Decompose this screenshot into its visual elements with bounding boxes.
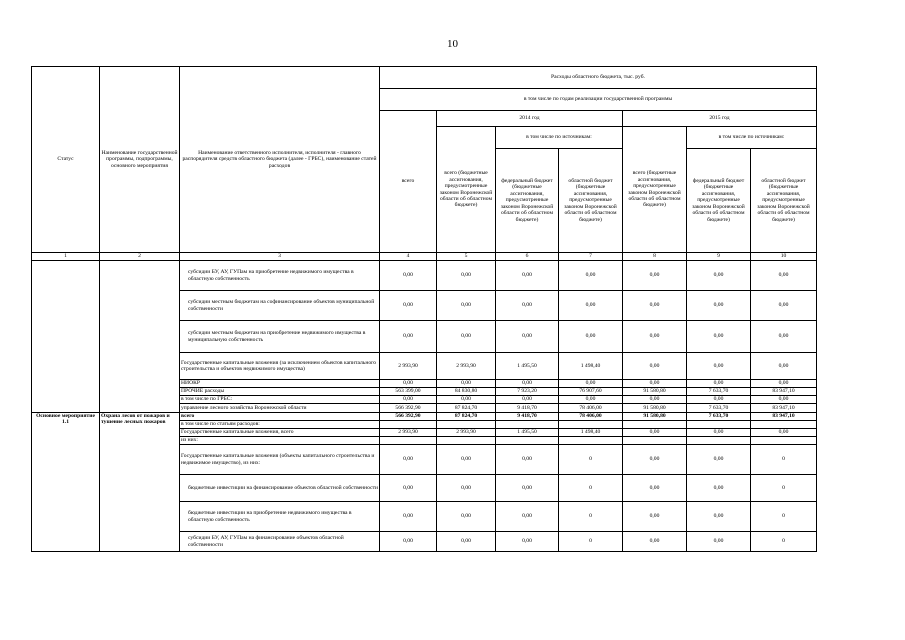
row-label: субсидии местным бюджетам на приобретение недвижимого имущества в муниципальную собственность — [180, 321, 380, 353]
value-cell: 563 399,00 — [380, 388, 437, 396]
value-cell: 0,00 — [623, 291, 687, 321]
status-cell — [32, 261, 100, 413]
value-cell: 76 907,60 — [559, 388, 623, 396]
value-cell: 0,00 — [437, 475, 496, 502]
value-cell: 0,00 — [559, 380, 623, 388]
value-cell: 0,00 — [496, 291, 559, 321]
value-cell: 0,00 — [687, 396, 751, 404]
value-cell: 0,00 — [380, 380, 437, 388]
header-year-2015: 2015 год — [623, 111, 817, 127]
value-cell: 91 580,80 — [623, 404, 687, 413]
column-number: 7 — [559, 253, 623, 261]
value-cell: 7 633,70 — [687, 404, 751, 413]
value-cell: 0 — [751, 445, 817, 475]
value-cell: 91 580,80 — [623, 413, 687, 421]
header-2015-sources: в том числе по источникам: — [687, 127, 817, 149]
value-cell — [623, 421, 687, 429]
value-cell: 0,00 — [496, 396, 559, 404]
value-cell: 2 993,90 — [380, 353, 437, 380]
value-cell: 0,00 — [380, 291, 437, 321]
value-cell: 0,00 — [623, 396, 687, 404]
value-cell: 1 498,40 — [559, 353, 623, 380]
row-label: в том числе по статьям расходов: — [180, 421, 380, 429]
column-number: 6 — [496, 253, 559, 261]
value-cell: 0,00 — [559, 396, 623, 404]
value-cell: 0,00 — [623, 353, 687, 380]
header-2015-regional: областной бюджет (бюджетные ассигнования, предусмотренные законом Воронежской области об областном бюджете) — [751, 149, 817, 253]
row-label: бюджетные инвестиции на приобретение недвижимого имущества в областную собственность — [180, 502, 380, 532]
value-cell: 0,00 — [687, 353, 751, 380]
value-cell: 0,00 — [751, 429, 817, 437]
value-cell: 0,00 — [623, 429, 687, 437]
value-cell: 0,00 — [380, 321, 437, 353]
value-cell: 9 418,70 — [496, 404, 559, 413]
value-cell: 83 947,10 — [751, 388, 817, 396]
value-cell: 0,00 — [751, 353, 817, 380]
budget-table — [31, 66, 817, 552]
value-cell — [559, 421, 623, 429]
value-cell — [751, 421, 817, 429]
value-cell: 0,00 — [437, 396, 496, 404]
row-label: управление лесного хозяйства Воронежской области — [180, 404, 380, 413]
value-cell: 0,00 — [437, 445, 496, 475]
value-cell: 7 633,70 — [687, 388, 751, 396]
value-cell: 0 — [751, 532, 817, 552]
value-cell — [687, 421, 751, 429]
column-number: 3 — [180, 253, 380, 261]
row-label: субсидии БУ, АУ, ГУПам на приобретение недвижимого имущества в областную собственность — [180, 261, 380, 291]
value-cell: 0 — [751, 502, 817, 532]
value-cell: 0,00 — [687, 445, 751, 475]
row-label: ПРОЧИЕ расходы — [180, 388, 380, 396]
column-number: 4 — [380, 253, 437, 261]
value-cell: 78 406,00 — [559, 413, 623, 421]
column-numbers-row — [32, 253, 817, 261]
value-cell: 83 947,10 — [751, 413, 817, 421]
value-cell: 9 418,70 — [496, 413, 559, 421]
value-cell: 0,00 — [623, 502, 687, 532]
header-2014-regional: областной бюджет (бюджетные ассигнования, предусмотренные законом Воронежской области об областном бюджете) — [559, 149, 623, 253]
value-cell: 0,00 — [751, 380, 817, 388]
value-cell — [687, 437, 751, 445]
row-label: из них: — [180, 437, 380, 445]
value-cell: 0,00 — [687, 380, 751, 388]
value-cell: 0,00 — [623, 380, 687, 388]
value-cell: 0 — [559, 502, 623, 532]
value-cell: 0,00 — [623, 475, 687, 502]
value-cell: 87 824,70 — [437, 404, 496, 413]
row-label: Государственные капитальные вложения (объекты капитального строительства и недвижимое имущество), из них: — [180, 445, 380, 475]
value-cell: 0,00 — [623, 532, 687, 552]
value-cell: 0,00 — [496, 445, 559, 475]
value-cell: 0,00 — [437, 380, 496, 388]
row-label: субсидии местным бюджетам на софинансирование объектов муниципальной собственности — [180, 291, 380, 321]
row-label: Государственные капитальные вложения (за исключением объектов капитального строительства и объектов недвижимого имущества) — [180, 353, 380, 380]
value-cell: 0,00 — [380, 532, 437, 552]
value-cell: 566 392,90 — [380, 413, 437, 421]
value-cell: 0,00 — [496, 532, 559, 552]
value-cell — [623, 437, 687, 445]
row-label: НИОКР — [180, 380, 380, 388]
value-cell — [437, 421, 496, 429]
value-cell: 84 830,80 — [437, 388, 496, 396]
value-cell: 7 633,70 — [687, 413, 751, 421]
value-cell — [496, 437, 559, 445]
value-cell: 0,00 — [437, 502, 496, 532]
value-cell: 0,00 — [687, 291, 751, 321]
value-cell — [751, 437, 817, 445]
value-cell: 0 — [751, 475, 817, 502]
header-total: всего — [380, 111, 437, 253]
value-cell: 87 824,70 — [437, 413, 496, 421]
row-label: субсидии БУ, АУ, ГУПам на финансирование объектов областной собственности — [180, 532, 380, 552]
header-status: Статус — [32, 67, 100, 253]
value-cell: 91 580,80 — [623, 388, 687, 396]
value-cell: 0,00 — [380, 396, 437, 404]
column-number: 8 — [623, 253, 687, 261]
header-executor: Наименование ответственного исполнителя, исполнителя - главного распорядителя средств областного бюджета (далее - ГРБС), наименование статей расходов — [180, 67, 380, 253]
value-cell: 0,00 — [496, 380, 559, 388]
value-cell: 0,00 — [687, 321, 751, 353]
table-row — [32, 261, 817, 291]
value-cell: 78 406,00 — [559, 404, 623, 413]
header-2014-federal: федеральный бюджет (бюджетные ассигнования, предусмотренные законом Воронежской области об областном бюджете) — [496, 149, 559, 253]
header-2014-sources: в том числе по источникам: — [496, 127, 623, 149]
value-cell — [559, 437, 623, 445]
header-2015-federal: федеральный бюджет (бюджетные ассигнования, предусмотренные законом Воронежской области об областном бюджете) — [687, 149, 751, 253]
row-label: в том числе по ГРБС: — [180, 396, 380, 404]
column-number: 10 — [751, 253, 817, 261]
header-year-2014: 2014 год — [437, 111, 623, 127]
header-name: Наименование государственной программы, подпрограммы, основного мероприятия — [100, 67, 180, 253]
column-number: 9 — [687, 253, 751, 261]
value-cell: 2 993,90 — [437, 353, 496, 380]
value-cell: 0,00 — [687, 502, 751, 532]
value-cell: 1 495,50 — [496, 429, 559, 437]
value-cell: 0,00 — [380, 445, 437, 475]
measure-name: Охрана лесов от пожаров и тушение лесных пожаров — [100, 413, 180, 552]
value-cell: 7 923,20 — [496, 388, 559, 396]
value-cell: 0,00 — [559, 261, 623, 291]
value-cell: 0,00 — [380, 502, 437, 532]
value-cell: 0,00 — [751, 321, 817, 353]
value-cell: 0,00 — [559, 321, 623, 353]
value-cell: 0,00 — [496, 261, 559, 291]
value-cell: 0,00 — [380, 261, 437, 291]
value-cell — [437, 437, 496, 445]
value-cell: 0,00 — [687, 532, 751, 552]
value-cell: 2 993,90 — [380, 429, 437, 437]
value-cell: 0,00 — [496, 475, 559, 502]
value-cell: 0,00 — [437, 291, 496, 321]
value-cell: 0,00 — [623, 321, 687, 353]
value-cell: 0,00 — [751, 291, 817, 321]
value-cell: 0 — [559, 445, 623, 475]
value-cell — [380, 421, 437, 429]
value-cell: 0,00 — [496, 321, 559, 353]
value-cell: 1 498,40 — [559, 429, 623, 437]
value-cell — [496, 421, 559, 429]
value-cell: 0,00 — [751, 396, 817, 404]
row-label: всего — [180, 413, 380, 421]
header-by-years: в том числе по годам реализации государственной программы — [380, 89, 817, 111]
value-cell: 2 993,90 — [437, 429, 496, 437]
value-cell: 0,00 — [687, 429, 751, 437]
value-cell: 83 947,10 — [751, 404, 817, 413]
value-cell: 0,00 — [496, 502, 559, 532]
row-label: бюджетные инвестиции на финансирование объектов областной собственности — [180, 475, 380, 502]
row-label: Государственные капитальные вложения, всего — [180, 429, 380, 437]
name-cell — [100, 261, 180, 413]
value-cell: 0,00 — [623, 261, 687, 291]
header-2014-total: всего (бюджетные ассигнования, предусмотренные законом Воронежской области об областном бюджете) — [437, 127, 496, 253]
value-cell: 0,00 — [687, 261, 751, 291]
value-cell: 0,00 — [623, 445, 687, 475]
value-cell: 0,00 — [437, 261, 496, 291]
page-number: 10 — [447, 38, 458, 50]
value-cell: 0,00 — [559, 291, 623, 321]
value-cell: 0,00 — [687, 475, 751, 502]
header-expenses: Расходы областного бюджета, тыс. руб. — [380, 67, 817, 89]
header-2015-total: всего (бюджетные ассигнования, предусмотренные законом Воронежской области об областном бюджете) — [623, 127, 687, 253]
column-number: 5 — [437, 253, 496, 261]
value-cell: 0,00 — [437, 321, 496, 353]
value-cell: 0,00 — [751, 261, 817, 291]
table-row — [32, 413, 817, 421]
column-number: 2 — [100, 253, 180, 261]
value-cell — [380, 437, 437, 445]
measure-status: Основное мероприятие 1.1 — [32, 413, 100, 552]
value-cell: 1 495,50 — [496, 353, 559, 380]
value-cell: 566 392,90 — [380, 404, 437, 413]
column-number: 1 — [32, 253, 100, 261]
value-cell: 0 — [559, 475, 623, 502]
value-cell: 0 — [559, 532, 623, 552]
value-cell: 0,00 — [437, 532, 496, 552]
value-cell: 0,00 — [380, 475, 437, 502]
